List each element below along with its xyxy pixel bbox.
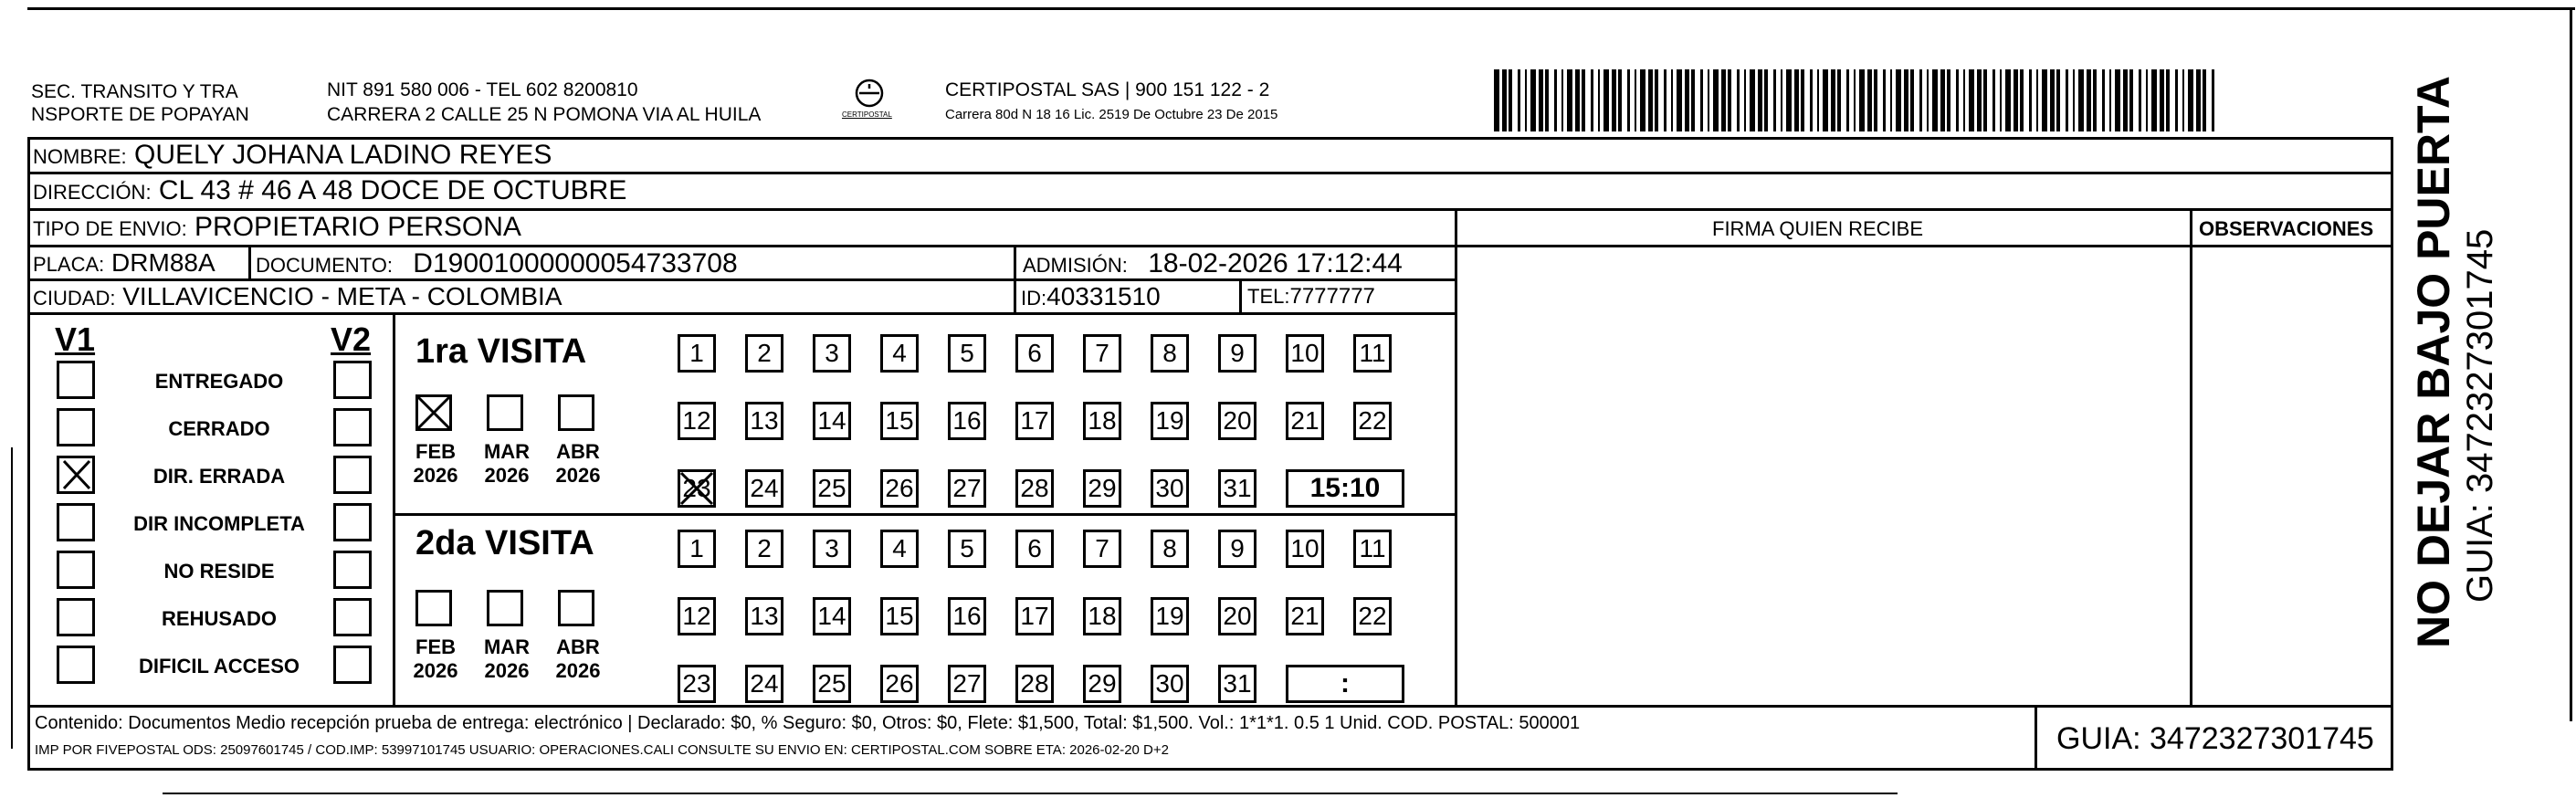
v2-checkbox [333,408,372,446]
barcode-bar [1502,69,1507,131]
day-box: 17 [1015,402,1054,440]
footer-guia: GUIA: 3472327301745 [2056,721,2374,756]
barcode-bar [2139,69,2141,131]
day-box: 21 [1286,402,1324,440]
barcode-bar [1956,69,1959,131]
placa-label: PLACA: [33,253,105,276]
documento-row [256,250,738,278]
footer-line-1: Contenido: Documentos Medio recepción prueba de entrega: electrónico | Declarado: $0, % Seguro: $0, Otros: $0, Flete: $1,500, Total: $1,500. Vol.: 1*1*1. 0.5 1 Unid. COD. POSTAL: 500001 [35,713,1581,733]
barcode-bar [1874,69,1877,131]
barcode-bar [2073,69,2075,131]
day-box: 6 [1015,530,1054,568]
barcode-bar [1708,69,1709,131]
status-label: DIR INCOMPLETA [133,512,305,535]
barcode-bar [2115,69,2120,131]
status-label: NO RESIDE [163,560,275,583]
row-line-visits [393,513,1457,516]
status-label: DIR. ERRADA [152,465,286,488]
barcode-bar [2109,69,2111,131]
month-checkbox [415,590,452,626]
barcode-bar [1831,69,1835,131]
barcode-bar [2029,69,2032,131]
day-box: 27 [948,665,986,703]
barcode-bar [1525,69,1527,131]
day-box: 7 [1083,530,1121,568]
day-box: 31 [1218,665,1256,703]
day-box: 4 [880,530,919,568]
day-box: 13 [745,597,783,635]
day-box: 9 [1218,530,1256,568]
barcode-bar [1992,69,1995,131]
day-box: 1 [678,530,716,568]
day-box: 3 [813,334,851,373]
barcode-bar [1794,69,1799,131]
day-check-mark [678,469,716,508]
day-box: 24 [745,469,783,508]
barcode-bar [2042,69,2047,131]
admision-label: ADMISIÓN: [1023,254,1128,277]
barcode-bar [2212,69,2214,131]
col-line-left [27,137,30,771]
status-label: REHUSADO [162,607,277,630]
barcode-bar [1947,69,1950,131]
day-box: 2 [745,530,783,568]
day-box: 13 [745,402,783,440]
barcode-bar [1764,69,1768,131]
barcode-bar [1518,69,1520,131]
day-box: 29 [1083,665,1121,703]
barcode-bar [1603,69,1609,131]
day-box: 31 [1218,469,1256,508]
col-line-admision [1014,245,1016,314]
month-check-mark [414,393,454,433]
firma-label: FIRMA QUIEN RECIBE [1712,217,1924,240]
barcode [1494,69,2223,131]
barcode-bar [2036,69,2038,131]
day-box: 14 [813,402,851,440]
v1-checkbox [57,503,95,541]
barcode-bar [1664,69,1667,131]
status-label: ENTREGADO [154,370,284,393]
v2-checkbox [333,646,372,684]
barcode-bar [1539,69,1543,131]
day-box: 14 [813,597,851,635]
logo-text: CERTIPOSTAL [842,110,892,119]
day-box: 26 [880,469,919,508]
v1-checkbox [57,408,95,446]
day-box: 10 [1286,530,1324,568]
day-box: 10 [1286,334,1324,373]
v1-checkbox [57,361,95,399]
barcode-bar [1890,69,1892,131]
nombre-row [33,142,552,169]
nombre-label: NOMBRE: [33,145,127,168]
barcode-bar [1846,69,1849,131]
barcode-bar [2196,69,2201,131]
month-label: ABR [556,440,600,463]
direccion-value: CL 43 # 46 A 48 DOCE DE OCTUBRE [158,175,627,205]
admision-value: 18-02-2026 17:12:44 [1148,248,1403,278]
row-line-3 [27,245,1457,247]
barcode-bar [2013,69,2018,131]
status-label: DIFICIL ACCESO [138,655,300,677]
day-box: 15 [880,597,919,635]
tipo-value: PROPIETARIO PERSONA [195,212,521,242]
side-guia: GUIA: 3472327301745 [2460,228,2500,603]
tipo-row [33,214,521,241]
day-box: 30 [1151,469,1189,508]
barcode-bar [2066,69,2068,131]
day-box: 23 [678,469,716,508]
v2-checkbox [333,598,372,636]
month-label: ABR [556,635,600,658]
tipo-label: TIPO DE ENVIO: [33,217,187,240]
day-box: 1 [678,334,716,373]
day-box: 4 [880,334,919,373]
direccion-label: DIRECCIÓN: [33,181,152,204]
col-line-tel [1239,278,1242,314]
day-box: 9 [1218,334,1256,373]
barcode-bar [1896,69,1901,131]
v1-checkbox [57,646,95,684]
col-line-firma [1455,208,1457,707]
v2-checkbox [333,551,372,589]
day-box: 22 [1353,597,1392,635]
barcode-bar [1561,69,1563,131]
day-box: 25 [813,469,851,508]
month-year: 2026 [413,659,458,682]
day-box: 26 [880,665,919,703]
barcode-bar [2078,69,2084,131]
barcode-bar [1494,69,1499,131]
month-year: 2026 [484,659,530,682]
barcode-bar [1977,69,1982,131]
barcode-bar [1932,69,1938,131]
direccion-row [33,177,626,205]
v2-checkbox [333,456,372,494]
barcode-bar [1627,69,1630,131]
barcode-bar [1744,69,1746,131]
second-visit-title: 2da VISITA [415,524,594,562]
barcode-bar [1773,69,1776,131]
day-box: 28 [1015,469,1054,508]
barcode-bar [1859,69,1865,131]
day-box: 2 [745,334,783,373]
barcode-bar [2000,69,2002,131]
day-box: 16 [948,402,986,440]
barcode-bar [1591,69,1593,131]
v2-label: V2 [331,320,372,358]
barcode-bar [1758,69,1762,131]
barcode-bar [2005,69,2011,131]
barcode-bar [1867,69,1872,131]
barcode-bar [2087,69,2091,131]
day-box: 8 [1151,334,1189,373]
col-line-guia [2035,705,2037,770]
barcode-bar [1530,69,1536,131]
month-checkbox [558,590,594,626]
barcode-bar [1545,69,1549,131]
barcode-bar [1781,69,1782,131]
day-box: 23 [678,665,716,703]
barcode-bar [1910,69,1914,131]
documento-label: DOCUMENTO: [256,254,393,277]
barcode-bar [1582,69,1585,131]
day-box: 21 [1286,597,1324,635]
month-checkbox [558,394,594,431]
v1-check-mark [60,457,93,492]
day-box: 28 [1015,665,1054,703]
barcode-bar [2050,69,2055,131]
day-box: 19 [1151,402,1189,440]
top-border-line [27,7,2575,10]
barcode-bar [1691,69,1695,131]
barcode-bar [1750,69,1755,131]
barcode-bar [1883,69,1886,131]
barcode-bar [1983,69,1987,131]
barcode-bar [2182,69,2184,131]
barcode-bar [1854,69,1856,131]
month-year: 2026 [484,464,530,487]
barcode-bar [2102,69,2105,131]
id-row [1021,284,1161,310]
barcode-bar [1677,69,1682,131]
day-box: 30 [1151,665,1189,703]
row-line-5 [27,312,1457,315]
status-label: CERRADO [168,417,270,440]
day-box: 15 [880,402,919,440]
barcode-bar [1713,69,1719,131]
footer-line-2: IMP POR FIVEPOSTAL ODS: 25097601745 / COD.IMP: 53997101745 USUARIO: OPERACIONES.CALI CONSULTE SU ENVIO EN: CERTIPOSTAL.COM SOBRE ETA: 2026-02-20 D+2 [35,742,1169,758]
col-line-visits [393,312,395,707]
day-box: 8 [1151,530,1189,568]
v1-label: V1 [55,320,96,358]
day-box: 12 [678,597,716,635]
barcode-bar [1817,69,1819,131]
right-border-line [2570,9,2572,721]
barcode-bar [1700,69,1703,131]
tel-label: TEL: [1247,285,1290,308]
barcode-bar [1648,69,1653,131]
barcode-bar [2166,69,2170,131]
nit-line-2: CARRERA 2 CALLE 25 N POMONA VIA AL HUILA [327,104,762,125]
barcode-bar [1737,69,1740,131]
day-box: 18 [1083,597,1121,635]
barcode-bar [1598,69,1600,131]
month-checkbox [487,394,523,431]
barcode-bar [1786,69,1792,131]
day-box: 5 [948,530,986,568]
courier-line-2: Carrera 80d N 18 16 Lic. 2519 De Octubre 23 De 2015 [945,107,1278,122]
col-line-placa [248,245,251,279]
day-box: 29 [1083,469,1121,508]
month-checkbox [487,590,523,626]
left-tear-mark [11,447,13,749]
barcode-bar [1640,69,1645,131]
month-year: 2026 [555,659,601,682]
issuer-line-2: NSPORTE DE POPAYAN [31,104,249,125]
barcode-bar [1940,69,1945,131]
row-line-2 [27,208,2392,211]
barcode-bar [1904,69,1908,131]
placa-value: DRM88A [111,248,216,277]
day-box: 24 [745,665,783,703]
ciudad-row [33,284,563,310]
v2-checkbox [333,503,372,541]
day-box: 6 [1015,334,1054,373]
day-box: 20 [1218,402,1256,440]
day-box: 17 [1015,597,1054,635]
day-box: 18 [1083,402,1121,440]
barcode-bar [1567,69,1572,131]
month-label: FEB [415,635,456,658]
barcode-bar [1837,69,1841,131]
barcode-bar [2093,69,2097,131]
day-box: 19 [1151,597,1189,635]
observaciones-label: OBSERVACIONES [2199,217,2374,240]
row-line-1 [27,172,2392,174]
ciudad-value: VILLAVICENCIO - META - COLOMBIA [122,282,563,310]
barcode-bar [1728,69,1731,131]
first-visit-title: 1ra VISITA [415,332,587,371]
day-box: 20 [1218,597,1256,635]
month-year: 2026 [555,464,601,487]
month-label: FEB [415,440,456,463]
courier-logo [836,75,902,126]
barcode-bar [1810,69,1813,131]
barcode-bar [1671,69,1673,131]
month-year: 2026 [413,464,458,487]
id-value: 40331510 [1046,282,1161,310]
day-box: 16 [948,597,986,635]
month-label: MAR [483,440,531,463]
month-label: MAR [483,635,531,658]
barcode-bar [1655,69,1658,131]
documento-value: D19001000000054733708 [413,248,738,278]
barcode-bar [2203,69,2206,131]
barcode-bar [2175,69,2178,131]
tel-value: 7777777 [1289,284,1375,309]
row-line-4 [27,278,1457,281]
barcode-bar [1618,69,1622,131]
row-line-footer [27,705,2392,708]
day-box: 22 [1353,402,1392,440]
barcode-bar [2151,69,2157,131]
day-box: 5 [948,334,986,373]
day-box: 11 [1353,334,1392,373]
day-box: 3 [813,530,851,568]
admision-row [1023,250,1403,278]
time-box: 15:10 [1286,469,1404,508]
barcode-bar [1554,69,1557,131]
barcode-bar [1721,69,1726,131]
v1-checkbox [57,598,95,636]
barcode-bar [1969,69,1974,131]
day-box: 25 [813,665,851,703]
barcode-bar [2123,69,2128,131]
barcode-bar [2129,69,2133,131]
barcode-bar [1612,69,1616,131]
barcode-bar [1801,69,1804,131]
courier-line-1: CERTIPOSTAL SAS | 900 151 122 - 2 [945,79,1270,100]
nit-line-1: NIT 891 580 006 - TEL 602 8200810 [327,79,638,100]
day-box: 27 [948,469,986,508]
tel-row [1247,286,1375,308]
barcode-bar [2188,69,2193,131]
barcode-bar [2020,69,2024,131]
v2-checkbox [333,361,372,399]
barcode-bar [1823,69,1828,131]
barcode-bar [1635,69,1636,131]
day-box: 11 [1353,530,1392,568]
bottom-scan-line [163,793,1898,794]
side-warning: NO DEJAR BAJO PUERTA [2408,76,2459,648]
barcode-bar [1919,69,1922,131]
row-line-bottom [27,768,2392,771]
barcode-bar [2160,69,2164,131]
col-line-right [2391,137,2393,771]
barcode-bar [1509,69,1512,131]
barcode-bar [2146,69,2148,131]
time-box: : [1286,665,1404,703]
day-box: 12 [678,402,716,440]
row-line-firma [1455,245,2392,247]
barcode-bar [2056,69,2060,131]
day-box: 7 [1083,334,1121,373]
issuer-line-1: SEC. TRANSITO Y TRA [31,81,238,102]
barcode-bar [1685,69,1689,131]
col-line-obs [2190,208,2192,707]
ciudad-label: CIUDAD: [33,287,116,310]
barcode-bar [1927,69,1929,131]
barcode-bar [1963,69,1965,131]
nombre-value: QUELY JOHANA LADINO REYES [134,140,552,170]
id-label: ID: [1021,287,1047,310]
barcode-bar [1575,69,1580,131]
placa-row [33,250,216,276]
v1-checkbox [57,551,95,589]
